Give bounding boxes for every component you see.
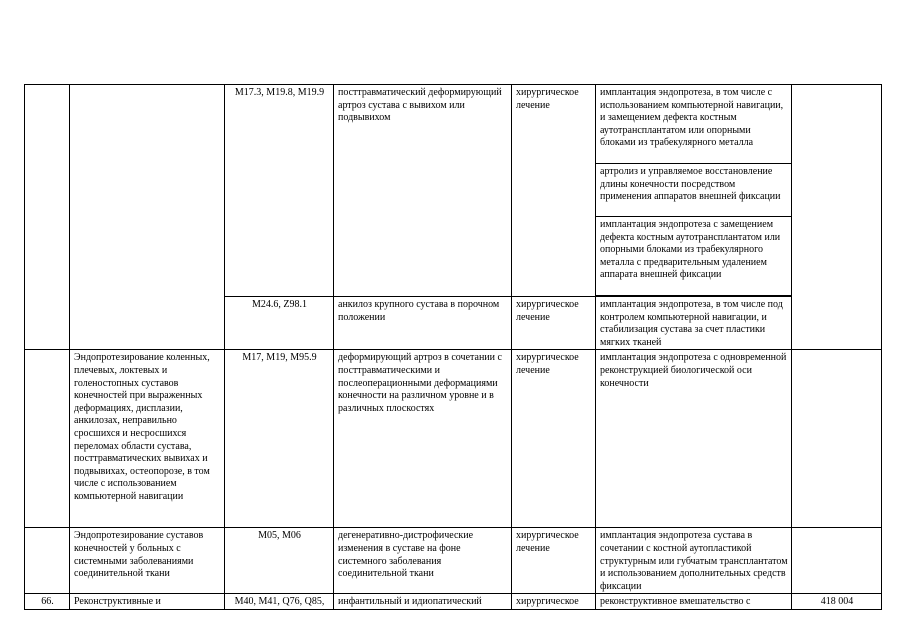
icd-codes-cell: M24.6, Z98.1 xyxy=(225,297,334,350)
diagnosis-cell: деформирующий артроз в сочетании с посттравматическими и послеоперационными деформациями конечности на различном уровне и в различных плоскостях xyxy=(334,350,512,528)
treatment-type-cell: хирургическое лечение xyxy=(512,528,596,594)
table-row xyxy=(25,594,882,610)
price-cell xyxy=(792,85,882,350)
method-cell: имплантация эндопротеза, в том числе под контролем компьютерной навигации, и стабилизация сустава за счет пластики мягких тканей xyxy=(596,297,792,350)
price-cell: 418 004 xyxy=(792,594,882,610)
method-cell: артролиз и управляемое восстановление длины конечности посредством применения аппаратов внешней фиксации xyxy=(596,164,792,217)
diagnosis-cell: дегенеративно-дистрофические изменения в суставе на фоне системного заболевания соединительной ткани xyxy=(334,528,512,594)
table-row xyxy=(25,528,882,594)
row-number-cell xyxy=(25,528,70,594)
price-cell xyxy=(792,528,882,594)
method-cell: реконструктивное вмешательство с xyxy=(596,594,792,610)
icd-codes-cell: M40, M41, Q76, Q85, xyxy=(225,594,334,610)
treatment-type-cell: хирургическое лечение xyxy=(512,350,596,528)
icd-codes-cell: M05, M06 xyxy=(225,528,334,594)
care-methods-table xyxy=(24,84,882,610)
treatment-type-cell: хирургическое лечение xyxy=(512,85,596,297)
procedure-name-cell: Реконструктивные и xyxy=(70,594,225,610)
table-row xyxy=(25,85,882,164)
method-cell: имплантация эндопротеза, в том числе с использованием компьютерной навигации, и замещением дефекта костным аутотрансплантатом или опорными блоками из трабекулярного металла xyxy=(596,85,792,164)
method-cell: имплантация эндопротеза с одновременной реконструкцией биологической оси конечности xyxy=(596,350,792,528)
diagnosis-cell: инфантильный и идиопатический xyxy=(334,594,512,610)
row-number-cell xyxy=(25,85,70,350)
row-number-cell: 66. xyxy=(25,594,70,610)
procedure-name-cell xyxy=(70,85,225,350)
diagnosis-cell: анкилоз крупного сустава в порочном положении xyxy=(334,297,512,350)
row-number-cell xyxy=(25,350,70,528)
method-cell: имплантация эндопротеза с замещением дефекта костным аутотрансплантатом или опорными блоками из трабекулярного металла с предварительным удалением аппарата внешней фиксации xyxy=(596,217,792,296)
diagnosis-cell: посттравматический деформирующий артроз сустава с вывихом или подвывихом xyxy=(334,85,512,297)
icd-codes-cell: M17.3, M19.8, M19.9 xyxy=(225,85,334,297)
treatment-type-cell: хирургическое xyxy=(512,594,596,610)
table-row xyxy=(25,350,882,528)
icd-codes-cell: M17, M19, M95.9 xyxy=(225,350,334,528)
method-cell: имплантация эндопротеза сустава в сочетании с костной аутопластикой структурным или губчатым трансплантатом и использованием дополнительных средств фиксации xyxy=(596,528,792,594)
price-cell xyxy=(792,350,882,528)
procedure-name-cell: Эндопротезирование коленных, плечевых, локтевых и голеностопных суставов конечностей при выраженных деформациях, дисплазии, анкилозах, неправильно сросшихся и несросшихся переломах области сустава, посттравматических вывихах и подвывихах, остеопорозе, в том числе с использованием компьютерной навигации xyxy=(70,350,225,528)
treatment-type-cell: хирургическое лечение xyxy=(512,297,596,350)
procedure-name-cell: Эндопротезирование суставов конечностей у больных с системными заболеваниями соединительной ткани xyxy=(70,528,225,594)
